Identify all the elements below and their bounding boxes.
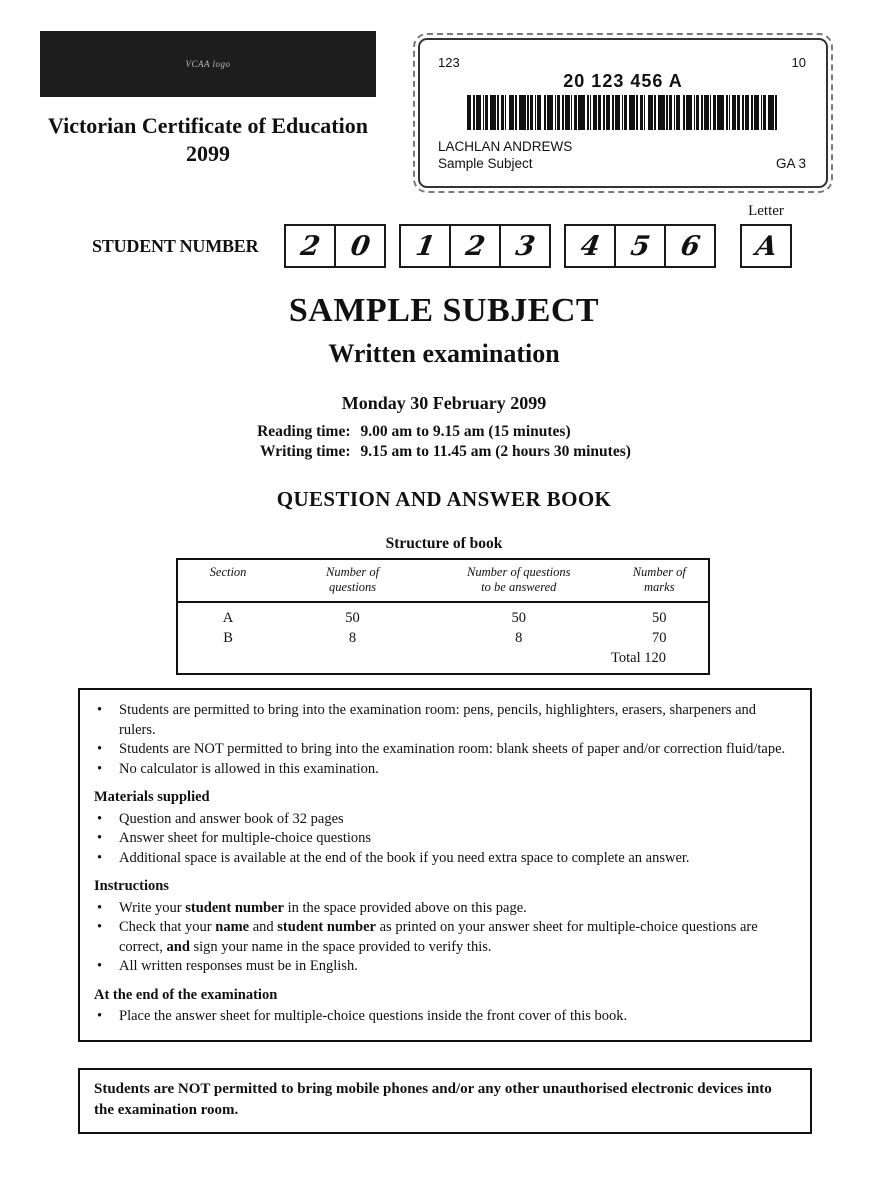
notice-bullet-item bbox=[94, 1007, 794, 1027]
student-number-digit-box bbox=[449, 226, 499, 266]
student-number-digit: 0 bbox=[348, 230, 372, 262]
printed-student-number: 20 123 456 A bbox=[563, 71, 683, 91]
student-number-digit-box bbox=[614, 226, 664, 266]
digit-group bbox=[284, 224, 386, 268]
label-card-right-code: 10 bbox=[791, 55, 806, 70]
student-label-card-inner bbox=[418, 38, 828, 188]
notice-bullet-item bbox=[94, 899, 794, 919]
letter-label: Letter bbox=[748, 203, 784, 219]
table-title: Structure of book bbox=[385, 535, 503, 552]
student-number-digit-box bbox=[286, 226, 334, 266]
table-cell: 50 bbox=[345, 610, 360, 626]
notice-sections bbox=[94, 701, 794, 1027]
student-number-digit-box bbox=[499, 226, 549, 266]
table-total-cell: Total 120 bbox=[611, 650, 666, 666]
table-total-row bbox=[177, 648, 709, 674]
notice-bullet-item bbox=[94, 829, 794, 849]
bullet-icon: • bbox=[97, 741, 103, 757]
notice-box bbox=[78, 688, 812, 1042]
student-number-row bbox=[92, 203, 792, 268]
notice-bullet-text: Students are NOT permitted to bring into the examination room: blank sheets of paper and/or correction fluid/tape. bbox=[119, 741, 786, 757]
student-letter-box bbox=[740, 224, 792, 268]
table-header-row bbox=[177, 559, 709, 602]
table-row bbox=[177, 602, 709, 628]
student-number-digit: 3 bbox=[513, 230, 537, 262]
notice-bullet-text: Place the answer sheet for multiple-choice questions inside the front cover of this book. bbox=[119, 1008, 628, 1024]
bullet-icon: • bbox=[97, 919, 103, 935]
notice-bullet-text: All written responses must be in English. bbox=[119, 958, 358, 974]
student-number-digit: 6 bbox=[678, 230, 702, 262]
notice-section-heading: At the end of the examination bbox=[94, 986, 278, 1003]
table-cell: B bbox=[223, 630, 233, 646]
notice-bullet-text: Students are permitted to bring into the examination room: pens, pencils, highlighters, erasers, sharpeners and rulers. bbox=[119, 702, 757, 738]
student-number-digit-box bbox=[401, 226, 449, 266]
table-cell: 8 bbox=[348, 630, 357, 646]
student-letter-section bbox=[740, 203, 792, 268]
notice-bullet-item bbox=[94, 701, 794, 740]
student-letter: A bbox=[753, 230, 779, 262]
bullet-icon: • bbox=[97, 760, 103, 777]
table-body bbox=[177, 602, 709, 674]
table-cell: 50 bbox=[652, 610, 667, 626]
book-heading: QUESTION AND ANSWER BOOK bbox=[276, 487, 612, 511]
bullet-icon: • bbox=[97, 702, 103, 718]
notice-bullet-text: Question and answer book of 32 pages bbox=[119, 810, 344, 827]
table-cell: 8 bbox=[515, 630, 523, 646]
table-cell: 70 bbox=[652, 630, 667, 646]
mobile-phone-warning-box bbox=[78, 1068, 812, 1134]
subject-title: SAMPLE SUBJECT bbox=[288, 292, 600, 329]
notice-bullet-item bbox=[94, 849, 794, 869]
bullet-icon: • bbox=[97, 849, 103, 866]
student-number-boxes bbox=[284, 224, 716, 268]
vcaa-logo bbox=[40, 31, 376, 97]
bullet-icon: • bbox=[97, 899, 103, 916]
label-card-top-row bbox=[420, 40, 826, 70]
writing-time-value: 9.15 am to 11.45 am (2 hours 30 minutes) bbox=[360, 443, 631, 460]
exam-type-title: Written examination bbox=[328, 339, 560, 368]
writing-time-label: Writing time: bbox=[259, 443, 351, 460]
notice-section-heading: Materials supplied bbox=[94, 789, 210, 805]
table-cell: A bbox=[222, 610, 234, 626]
institution-title bbox=[24, 112, 392, 168]
bullet-icon: • bbox=[97, 1008, 103, 1024]
table-column-header: Number of marks bbox=[611, 559, 709, 602]
exam-date: Monday 30 February 2099 bbox=[341, 393, 547, 413]
structure-of-book-table bbox=[176, 558, 710, 675]
student-label-card bbox=[413, 33, 833, 193]
notice-bullet-item bbox=[94, 810, 794, 830]
subject-name: Sample Subject bbox=[438, 156, 533, 171]
mobile-phone-warning-text: Students are NOT permitted to bring mobile phones and/or any other unauthorised electronic devices into the examination room. bbox=[94, 1081, 772, 1118]
bullet-icon: • bbox=[97, 810, 103, 827]
notice-bullet-text: Write your student number in the space provided above on this page. bbox=[119, 899, 527, 916]
table-cell bbox=[278, 648, 427, 674]
table-cell bbox=[177, 648, 278, 674]
table-column-header: Number of questions to be answered bbox=[427, 559, 611, 602]
student-number-digit: 4 bbox=[578, 230, 602, 262]
label-card-bottom-row bbox=[420, 154, 826, 171]
institution-name: Victorian Certificate of Education bbox=[48, 113, 368, 138]
student-number-digit-box bbox=[664, 226, 714, 266]
exam-times bbox=[0, 422, 888, 461]
student-number-digit-box bbox=[566, 226, 614, 266]
label-card-left-code: 123 bbox=[438, 55, 460, 70]
table-column-header: Number of questions bbox=[278, 559, 427, 602]
student-number-digit-box bbox=[334, 226, 384, 266]
table-row bbox=[177, 628, 709, 648]
student-number-digit: 2 bbox=[298, 230, 322, 262]
student-number-label: STUDENT NUMBER bbox=[92, 235, 259, 256]
student-number-digit: 2 bbox=[463, 230, 487, 262]
student-name: LACHLAN ANDREWS bbox=[438, 139, 573, 154]
table-column-header: Section bbox=[177, 559, 278, 602]
reading-time-value: 9.00 am to 9.15 am (15 minutes) bbox=[360, 423, 571, 440]
vcaa-logo-text: VCAA logo bbox=[185, 59, 231, 69]
notice-bullet-text: Additional space is available at the end of the book if you need extra space to complete an answer. bbox=[119, 849, 690, 866]
notice-section-heading: Instructions bbox=[94, 878, 169, 894]
table-cell: 50 bbox=[511, 610, 527, 626]
digit-group bbox=[399, 224, 551, 268]
institution-year: 2099 bbox=[186, 141, 230, 166]
bullet-icon: • bbox=[97, 958, 103, 974]
student-number-digit: 5 bbox=[628, 230, 652, 262]
digit-group bbox=[564, 224, 716, 268]
student-number-digit: 1 bbox=[413, 230, 437, 262]
notice-bullet-item bbox=[94, 918, 794, 957]
notice-bullet-item bbox=[94, 760, 794, 780]
notice-bullet-text: No calculator is allowed in this examination. bbox=[119, 760, 379, 777]
bullet-icon: • bbox=[97, 830, 103, 846]
notice-bullet-text: Answer sheet for multiple-choice questions bbox=[119, 830, 372, 846]
notice-bullet-text: Check that your name and student number as printed on your answer sheet for multiple-choice questions are correct, and sign your name in the space provided to verify this. bbox=[119, 919, 758, 955]
notice-bullet-item bbox=[94, 740, 794, 760]
notice-bullet-item bbox=[94, 957, 794, 977]
barcode-icon bbox=[467, 95, 779, 130]
ga-code: GA 3 bbox=[775, 156, 806, 171]
reading-time-label: Reading time: bbox=[257, 423, 351, 440]
